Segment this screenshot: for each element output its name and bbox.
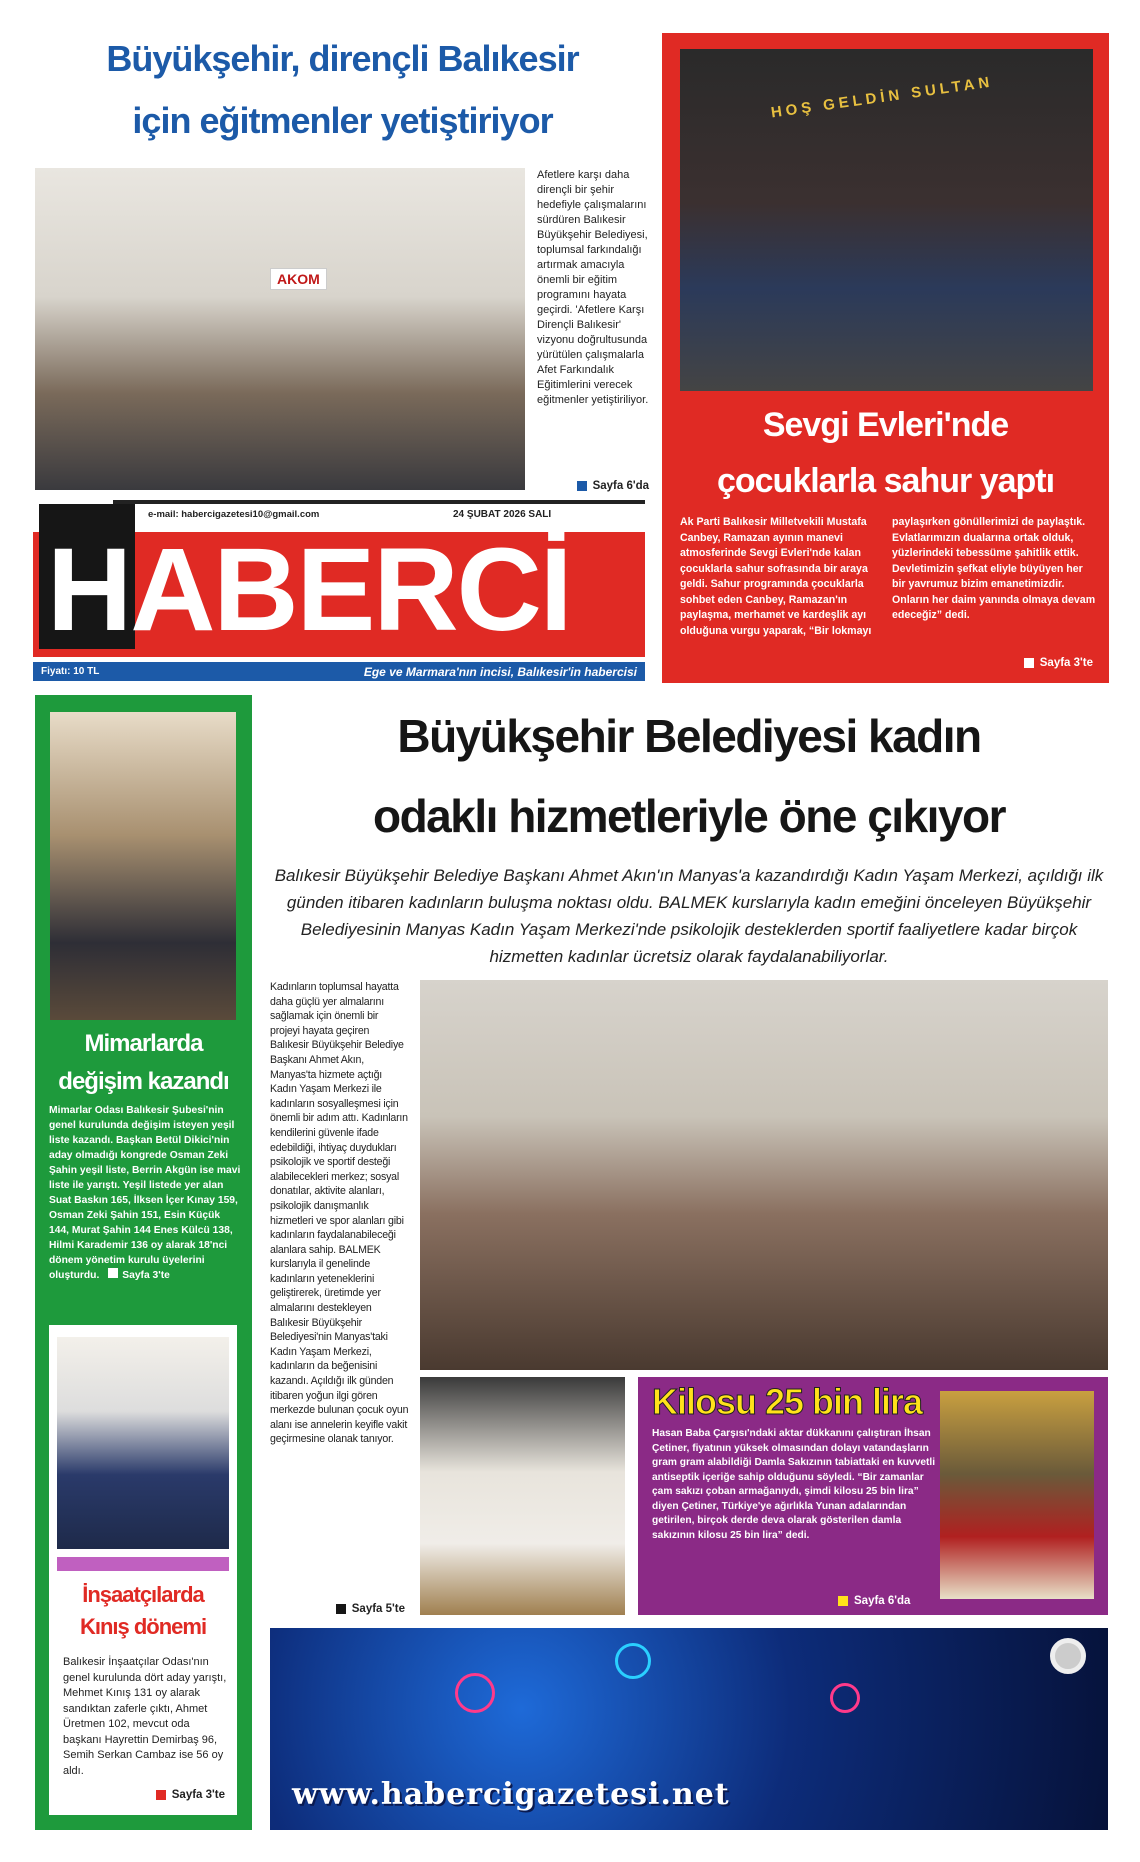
egitmen-headline-line2: için eğitmenler yetiştiriyor (132, 100, 553, 141)
mimar-body-text: Mimarlar Odası Balıkesir Şubesi'nin genel kurulunda değişim isteyen yeşil liste kazandı. Başkan Betül Dikici'nin aday olmadığı kongrede Osman Zeki Şahin yeşil liste, Berrin Akgün ise mavi liste ile yarıştı. Yeşil listede yer alan Suat Baskın 165, İlksen İçer Kınay 159, Osman Zeki Şahin 151, Esin Küçük 144, Murat Şahin 144 Enes Külcü 138, Hilmi Karademir 136 oy alarak 18'nci dönem yönetim kurulu üyelerini oluşturdu. (49, 1105, 241, 1281)
white-square-icon (1024, 658, 1034, 668)
page-ref-label: Sayfa 5'te (351, 1603, 405, 1615)
mimar-body (49, 1103, 241, 1283)
page-ref-label: Sayfa 3'te (1039, 657, 1093, 669)
mimar-photo (50, 712, 236, 1020)
kadin-page-ref[interactable] (270, 1603, 405, 1615)
mimar-headline-line1: Mimarlarda (84, 1030, 203, 1057)
sevgi-headline-line2: çocuklarla sahur yaptı (716, 462, 1055, 500)
masthead-date: 24 ŞUBAT 2026 SALI (453, 509, 552, 520)
kilo-headline: Kilosu 25 bin lira (652, 1381, 923, 1422)
masthead (33, 500, 645, 683)
price-label: Fiyatı: 10 TL (41, 666, 100, 677)
mimar-headline-line2: değişim kazandı (58, 1068, 229, 1095)
masthead-email[interactable]: e-mail: habercigazetesi10@gmail.com (148, 509, 320, 520)
sevgi-page-ref[interactable] (1024, 657, 1093, 669)
insaat-body: Balıkesir İnşaatçılar Odası'nın genel kurulunda dört aday yarıştı, Mehmet Kınış 131 oy alarak sandıktan zaferle çıktı, Ahmet Üretmen 102, mevcut oda başkanı Hayrettin Demirbaş 96, Semih Serkan Cambaz ise 56 oy aldı. (63, 1656, 227, 1777)
red-square-icon (156, 1790, 166, 1800)
kadin-headline-line1: Büyükşehir Belediyesi kadın (397, 710, 981, 762)
masthead-logo: HABERCİ (47, 524, 571, 656)
kadin-headline-line2: odaklı hizmetleriyle öne çıkıyor (372, 790, 1006, 842)
insaat-page-ref[interactable] (156, 1789, 225, 1801)
egitmen-headline-line1: Büyükşehir, dirençli Balıkesir (106, 38, 579, 79)
kadin-body: Kadınların toplumsal hayatta daha güçlü yer almalarını sağlamak için önemli bir projeyi hayata geçiren Balıkesir Büyükşehir Belediye Başkanı Ahmet Akın, Manyas'ta hizmete açtığı Kadın Yaşam Merkezi ile kadınların sosyalleşmesi için önemli bir adım attı. Kadınların kendilerini güvenle ifade edebildiği, ihtiyaç duydukları psikolojik ve sportif desteği alabilecekleri merkez; sosyal donatılar, aktivite alanları, psikolojik danışmanlık hizmetleri ve spor alanları gibi kadınların faydalanabileceği alanlara sahip. BALMEK kurslarıyla il genelinde kadınların yeteneklerini geliştirerek, üretimde yer almalarını destekleyen Balıkesir Büyükşehir Belediyesi'nin Manyas'taki Kadın Yaşam Merkezi, kadınların da beğenisini kazandı. Açıldığı ilk günden itibaren yoğun ilgi gören merkezde bulunan çocuk oyun alanı ise annelerin keyifle vakit geçirmesine olanak tanıyor. (270, 981, 409, 1446)
sevgi-box (662, 33, 1109, 683)
left-green-column (35, 695, 252, 1830)
insaat-headline-line1: İnşaatçılarda (82, 1582, 204, 1607)
sevgi-headline-line1: Sevgi Evleri'nde (762, 406, 1009, 444)
sevgi-photo (680, 49, 1093, 391)
sevgi-headline (662, 397, 1109, 509)
sevgi-body-col1: Ak Parti Balıkesir Milletvekili Mustafa Canbey, Ramazan ayının manevi atmosferinde Sevgi Evleri'nde kalan çocuklarla sahur sofrasında bir araya geldi. Sahur programında çocuklarla sohbet eden Canbey, Ramazan'ın paylaşma, merhamet ve kardeşlik ayı olduğuna vurgu yaparak, “Bir lokmayı (680, 516, 872, 637)
kilo-box (638, 1377, 1108, 1615)
web-banner[interactable] (270, 1628, 1108, 1830)
kadin-main-photo (420, 980, 1108, 1370)
egitmen-headline (30, 28, 655, 152)
insaat-divider (57, 1557, 229, 1571)
egitmen-page-ref[interactable] (537, 480, 649, 492)
mimar-headline (35, 1025, 252, 1101)
black-square-icon (336, 1604, 346, 1614)
insaat-photo (57, 1337, 229, 1549)
yellow-square-icon (838, 1596, 848, 1606)
kilo-page-ref[interactable] (838, 1595, 910, 1607)
website-url[interactable]: www.habercigazetesi.net (292, 1777, 730, 1812)
kadin-subtitle: Balıkesir Büyükşehir Belediye Başkanı Ahmet Akın'ın Manyas'a kazandırdığı Kadın Yaşam Merkezi, açıldığı ilk günden itibaren kadınların buluşma noktası oldu. BALMEK kurslarıyla kadın emeğini önceleyen Büyükşehir Belediyesinin Manyas Kadın Yaşam Merkezi'nde psikolojik desteklerden sportif faaliyetlere kadar birçok hizmetten kadınlar ücretsiz olarak faydalanabiliyorlar. (274, 866, 1104, 966)
mimar-page-ref[interactable]: Sayfa 3'te (122, 1270, 170, 1281)
decor-circle (455, 1673, 495, 1713)
slogan: Ege ve Marmara'nın incisi, Balıkesir'in habercisi (363, 664, 637, 679)
cup-icon (1050, 1638, 1086, 1674)
akom-sign: AKOM (270, 268, 327, 290)
insaat-headline-line2: Kınış dönemi (79, 1614, 207, 1639)
blue-square-icon (577, 481, 587, 491)
insaat-headline (49, 1579, 237, 1643)
sevgi-body-col2: paylaşırken gönüllerimizi de paylaştık. Evlatlarımızın dualarına ortak olduk, yüzlerindeki tebessüme şahitlik ettik. Devletimizin şefkat eliyle büyüyen her bir yavrumuz bizim emanetimizdir. Onların her daim yanında olmaya devam edeceğiz” dedi. (892, 516, 1096, 621)
decor-circle (830, 1683, 860, 1713)
welcome-banner: HOŞ GELDİN SULTAN (769, 73, 995, 122)
egitmen-photo (35, 168, 525, 490)
page-ref-label: Sayfa 6'da (592, 480, 649, 492)
egitmen-body: Afetlere karşı daha dirençli bir şehir hedefiyle çalışmalarını sürdüren Balıkesir Büyükşehir Belediyesi, toplumsal farkındalığı artırmak amacıyla önemli bir eğitim programını hayata geçirdi. 'Afetlere Karşı Dirençli Balıkesir' vizyonu doğrultusunda yürütülen çalışmalarla Afet Farkındalık Eğitimlerini verecek eğitmenler yetiştiriliyor. (537, 169, 649, 406)
insaat-box (49, 1325, 237, 1815)
kadin-small-photo (420, 1377, 625, 1615)
page-ref-label: Sayfa 3'te (171, 1789, 225, 1801)
kadin-headline (265, 696, 1113, 856)
decor-circle (615, 1643, 651, 1679)
white-square-icon (108, 1268, 118, 1278)
kilo-photo (940, 1391, 1094, 1599)
page-ref-label: Sayfa 6'da (854, 1595, 911, 1607)
masthead-bottom-bar (33, 662, 645, 681)
masthead-top-rule (113, 500, 645, 504)
kilo-body: Hasan Baba Çarşısı'ndaki aktar dükkanını çalıştıran İhsan Çetiner, fiyatının yüksek olmasından dolayı vatandaşların gram gram alabildiği Damla Sakızının tabiattaki en kuvvetli antiseptik içeriğe sahip olduğunu söyledi. “Bir zamanlar çam sakızı çoban armağanıydı, şimdi kilosu 25 bin lira” diyen Çetiner, Türkiye'ye ağırlıkla Yunan adalarından getirilen, birçok derde deva olarak gösterilen damla sakızının kilosu 25 bin lira” dedi. (652, 1428, 936, 1541)
